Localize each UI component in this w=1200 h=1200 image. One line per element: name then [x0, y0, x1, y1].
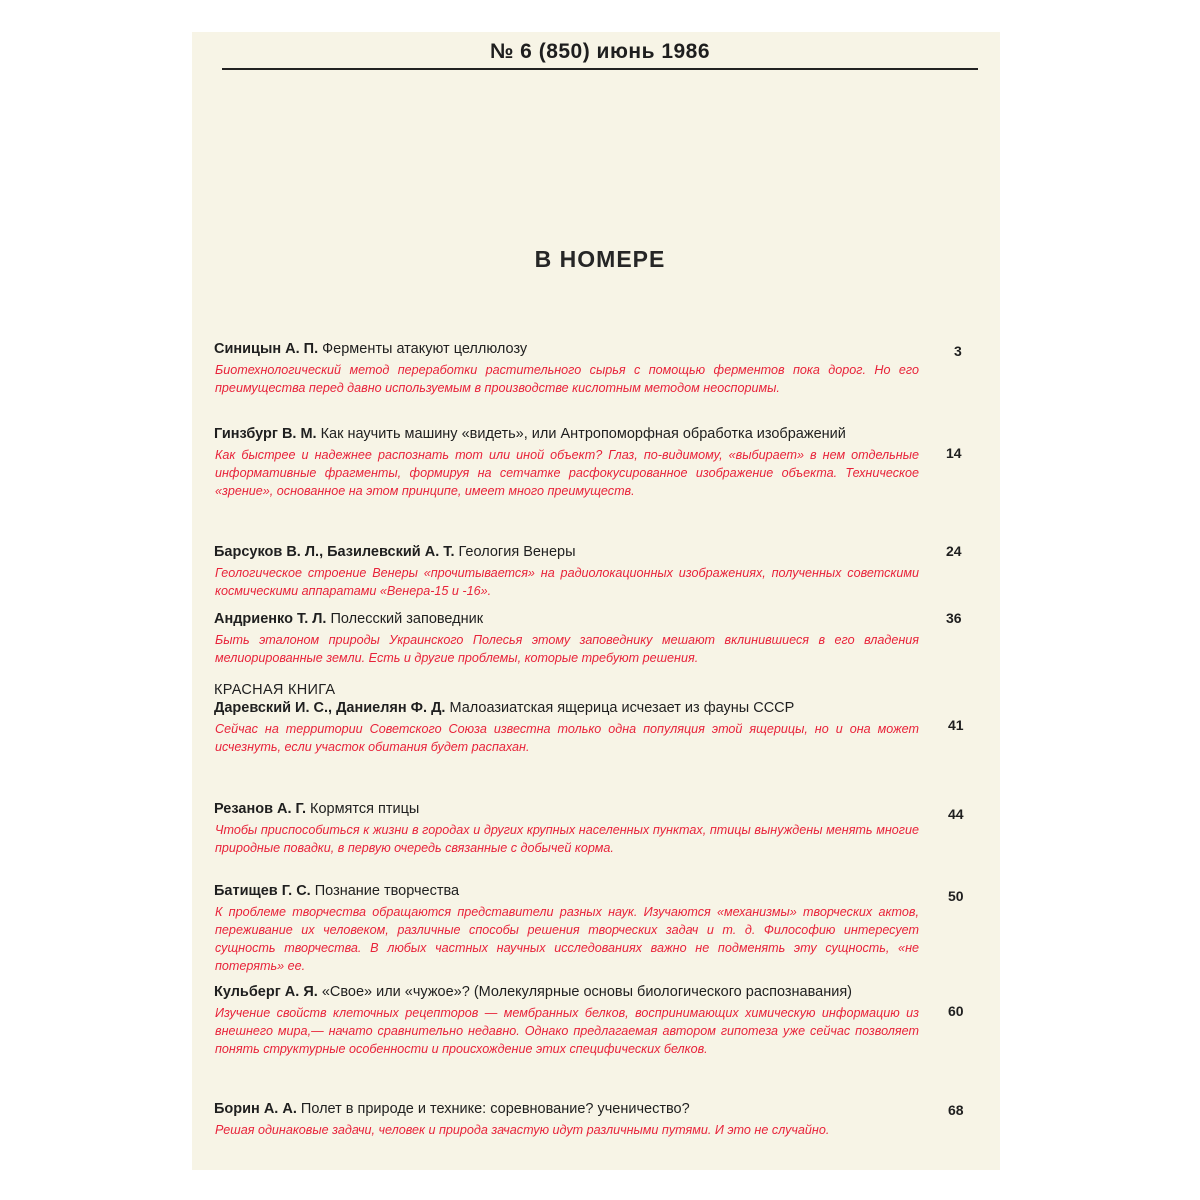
- entry-author: Гинзбург В. М.: [214, 426, 317, 442]
- entry-title: Познание творчества: [314, 883, 460, 899]
- entry-title: Малоазиатская ящерица исчезает из фауны СССР: [449, 700, 795, 716]
- entry-rubric: КРАСНАЯ КНИГА: [214, 682, 336, 698]
- entry-title: Полет в природе и технике: соревнование? ученичество?: [300, 1101, 690, 1117]
- entry-abstract: Биотехнологический метод переработки растительного сырья с помощью ферментов пока дорог. Но его преимущества перед давно используемым в производстве кислотным методом неоспоримы.: [215, 363, 919, 395]
- entry-heading: [214, 800, 918, 819]
- header-rule: [222, 68, 978, 70]
- issue-header: № 6 (850) июнь 1986: [489, 40, 711, 63]
- entry-abstract: Чтобы приспособиться к жизни в городах и других крупных населенных пунктах, птицы вынуждены менять многие природные повадки, в первую очередь связанные с добычей корма.: [215, 823, 919, 855]
- entry-title: Геология Венеры: [458, 544, 576, 560]
- entry-author: Барсуков В. Л., Базилевский А. Т.: [214, 544, 455, 560]
- entry-heading: [214, 425, 918, 444]
- toc-entry: [214, 882, 919, 975]
- entry-abstract: Геологическое строение Венеры «прочитывается» на радиолокационных изображениях, полученных советскими космическими аппаратами «Венера-15 и -16».: [215, 566, 919, 598]
- entry-title: Полесский заповедник: [330, 611, 484, 627]
- entry-author: Даревский И. С., Даниелян Ф. Д.: [214, 700, 446, 716]
- entry-author: Синицын А. П.: [214, 341, 319, 357]
- entry-author: Кульберг А. Я.: [214, 984, 318, 1000]
- entry-heading: [214, 610, 918, 629]
- entry-title: Ферменты атакуют целлюлозу: [322, 341, 528, 357]
- entry-heading: [214, 340, 918, 359]
- toc-entry: [214, 983, 919, 1058]
- section-title: В НОМЕРЕ: [534, 246, 666, 272]
- entry-author: Борин А. А.: [214, 1101, 297, 1117]
- toc-entry: [214, 340, 919, 397]
- entry-abstract: Как быстрее и надежнее распознать тот или иной объект? Глаз, по-видимому, «выбирает» в нем отдельные информативные фрагменты, формируя на сетчатке расфокусированное изображение объекта. Техническое «зрение», основанное на этом принципе, имеет много преимуществ.: [215, 448, 919, 498]
- entry-abstract: К проблеме творчества обращаются представители разных наук. Изучаются «механизмы» творческих актов, переживание их человеком, различные способы решения творческих задач и т. д. Философию интересует сущность творчества. В любых частных научных исследованиях важно не подменять эту сущность, «не потерять» ее.: [215, 905, 919, 973]
- toc-entry: [214, 1100, 919, 1139]
- entry-heading: [214, 882, 918, 901]
- toc-entry: [214, 610, 919, 667]
- entry-heading: [214, 699, 918, 718]
- entry-abstract: Быть эталоном природы Украинского Полесья этому заповеднику мешают вклинившиеся в его владения мелиорированные земли. Есть и другие проблемы, которые требуют решения.: [215, 633, 919, 665]
- entry-title: «Свое» или «чужое»? (Молекулярные основы биологического распознавания): [321, 984, 853, 1000]
- entry-heading: [214, 983, 918, 1002]
- entry-abstract: Решая одинаковые задачи, человек и природа зачастую идут различными путями. И это не случайно.: [215, 1123, 830, 1137]
- entry-title: Как научить машину «видеть», или Антропоморфная обработка изображений: [320, 426, 846, 442]
- entry-abstract: Сейчас на территории Советского Союза известна только одна популяция этой ящерицы, но и она может исчезнуть, если участок обитания будет распахан.: [215, 722, 919, 754]
- entry-abstract: Изучение свойств клеточных рецепторов — мембранных белков, воспринимающих химическую информацию из внешнего мира,— начато сравнительно недавно. Однако предлагаемая автором гипотеза уже сейчас позволяет понять структурные особенности и происхождение этих специфических белков.: [215, 1006, 919, 1056]
- entry-author: Батищев Г. С.: [214, 883, 311, 899]
- entry-author: Андриенко Т. Л.: [214, 611, 327, 627]
- toc-entry: [214, 425, 919, 500]
- toc-entry: [214, 543, 919, 600]
- toc-entry: [214, 800, 919, 857]
- entry-author: Резанов А. Г.: [214, 801, 306, 817]
- entry-heading: [214, 543, 918, 562]
- entry-heading: [214, 1100, 918, 1119]
- entry-title: Кормятся птицы: [310, 801, 420, 817]
- toc-entry: [214, 681, 919, 756]
